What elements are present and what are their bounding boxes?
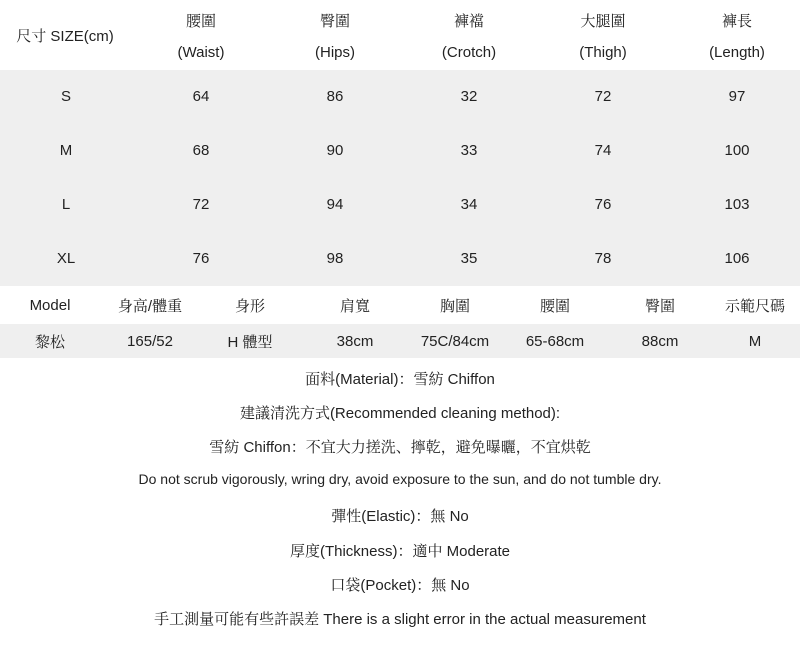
col-crotch-en: (Crotch)	[441, 44, 497, 61]
size-label: L	[61, 196, 71, 213]
crotch-value: 34	[460, 196, 478, 213]
model-table-row	[0, 324, 800, 358]
hips-value: 86	[326, 88, 344, 105]
model-header-height-weight: 身高/體重	[117, 297, 183, 315]
product-notes	[0, 358, 800, 634]
size-corner-label: 尺寸 SIZE(cm)	[16, 28, 114, 45]
col-length-zh: 褲長	[721, 13, 752, 30]
size-label: S	[60, 88, 71, 105]
model-header-bust: 胸圍	[439, 297, 470, 315]
model-table-header	[0, 286, 800, 324]
size-label: M	[59, 142, 73, 159]
col-waist-zh: 腰圍	[185, 13, 216, 30]
length-value: 100	[724, 142, 750, 159]
size-table-body	[0, 70, 800, 286]
waist-value: 72	[192, 196, 210, 213]
model-header-model: Model	[29, 296, 71, 314]
model-hips: 88cm	[641, 332, 679, 350]
hips-value: 98	[326, 250, 344, 267]
col-thigh-zh: 大腿圍	[580, 13, 626, 30]
col-length-en: (Length)	[709, 44, 765, 61]
thigh-value: 76	[594, 196, 612, 213]
length-value: 103	[724, 196, 750, 213]
model-header-hips: 臀圍	[644, 297, 675, 315]
model-header-shoulder: 肩寬	[339, 297, 370, 315]
table-row	[0, 124, 800, 178]
waist-value: 68	[192, 142, 210, 159]
cleaning-title: 建議清洗方式(Recommended cleaning method):	[239, 405, 561, 422]
model-header-waist: 腰圍	[539, 297, 570, 315]
material-note: 面料(Material)：雪紡 Chiffon	[305, 371, 495, 388]
col-hips-zh: 臀圍	[319, 13, 350, 30]
crotch-value: 35	[460, 250, 478, 267]
cleaning-zh: 雪紡 Chiffon：不宜大力搓洗、擰乾，避免曝曬，不宜烘乾	[209, 439, 591, 456]
crotch-value: 33	[460, 142, 478, 159]
length-value: 106	[724, 250, 750, 267]
length-value: 97	[728, 88, 746, 105]
size-label: XL	[56, 250, 76, 267]
thigh-value: 72	[594, 88, 612, 105]
thickness-note: 厚度(Thickness)：適中 Moderate	[289, 543, 511, 560]
table-row	[0, 178, 800, 232]
model-waist: 65-68cm	[525, 332, 585, 350]
col-waist-en: (Waist)	[177, 44, 225, 61]
pocket-note: 口袋(Pocket)：無 No	[330, 577, 470, 594]
model-size-worn: M	[748, 332, 762, 350]
waist-value: 64	[192, 88, 210, 105]
size-table-header	[0, 0, 800, 70]
hips-value: 94	[326, 196, 344, 213]
model-header-size-worn: 示範尺碼	[724, 297, 785, 315]
model-height-weight: 165/52	[127, 332, 173, 350]
table-row	[0, 232, 800, 286]
table-row	[0, 70, 800, 124]
model-name: 黎松	[34, 333, 65, 351]
cleaning-en: Do not scrub vigorously, wring dry, avoid exposure to the sun, and do not tumble dry.	[138, 471, 662, 487]
col-hips-en: (Hips)	[315, 44, 355, 61]
col-thigh-en: (Thigh)	[579, 44, 627, 61]
model-shoulder: 38cm	[336, 332, 374, 350]
measurement-error-note: 手工測量可能有些許誤差 There is a slight error in the actual measurement	[154, 611, 646, 628]
waist-value: 76	[192, 250, 210, 267]
thigh-value: 78	[594, 250, 612, 267]
hips-value: 90	[326, 142, 344, 159]
crotch-value: 32	[460, 88, 478, 105]
elastic-note: 彈性(Elastic)：無 No	[331, 508, 469, 525]
thigh-value: 74	[594, 142, 612, 159]
model-bust: 75C/84cm	[420, 332, 490, 350]
model-body-type: H 體型	[227, 333, 273, 351]
col-crotch-zh: 褲襠	[453, 13, 484, 30]
size-table	[0, 0, 800, 267]
model-header-body-type: 身形	[234, 297, 265, 315]
